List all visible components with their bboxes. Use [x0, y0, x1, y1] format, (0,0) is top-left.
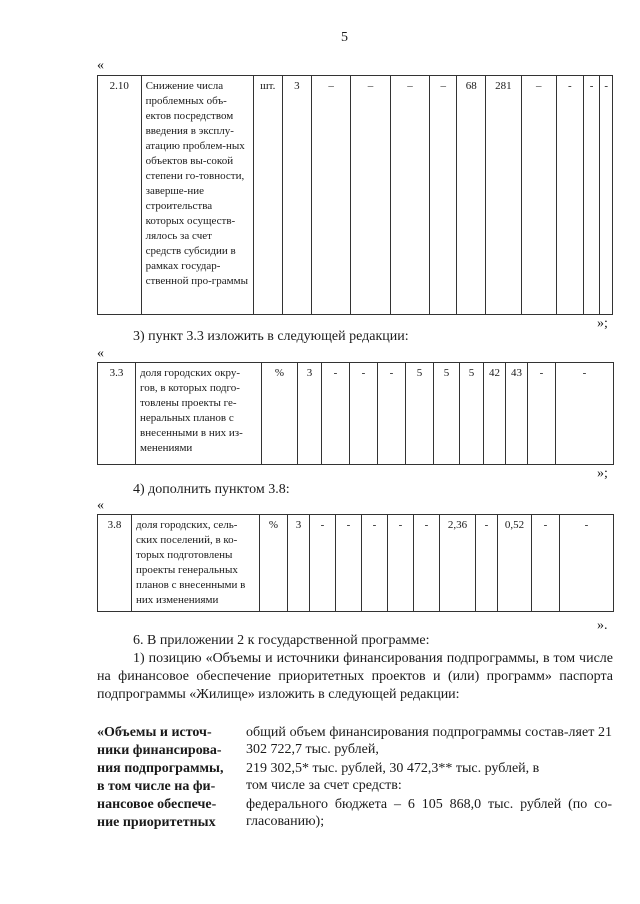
quote-open: « — [97, 498, 104, 513]
funding-label: «Объемы и источ-ники финансирова-ния подпрограммы, в том числе на фи-нансовое обеспече-ние приоритетных — [97, 725, 224, 830]
table-cell: 5 — [406, 363, 434, 465]
table-cell: - — [556, 76, 583, 315]
quote-open: « — [97, 58, 104, 73]
table-cell: 5 — [460, 363, 484, 465]
table-cell: доля городских, сель-ских поселений, в ко-торых подготовлены проекты генеральных планов с внесенными в них изменениями — [132, 515, 260, 612]
table-cell: 3.3 — [98, 363, 136, 465]
table-cell: - — [322, 363, 350, 465]
table-cell: - — [362, 515, 388, 612]
indicator-table-2-10 — [97, 75, 613, 315]
table-cell: – — [311, 76, 350, 315]
table-cell: - — [528, 363, 556, 465]
table-cell: - — [600, 76, 613, 315]
table-cell: – — [430, 76, 457, 315]
funding-text-2: 219 302,5* тыс. рублей, 30 472,3** тыс. рублей, в — [246, 761, 540, 776]
table-cell: - — [556, 363, 614, 465]
table-row — [98, 515, 614, 612]
section-6-item-1: 1) позицию «Объемы и источники финансирования подпрограммы, в том числе на финансовое обеспечение приоритетных проектов и (или) программ» паспорта подпрограммы «Жилище» изложить в следующей редакции: — [97, 651, 613, 702]
quote-open: « — [97, 346, 104, 361]
section-6-heading: 6. В приложении 2 к государственной программе: — [133, 633, 430, 648]
table-cell: - — [414, 515, 440, 612]
table-cell: 281 — [486, 76, 521, 315]
table-cell: 68 — [457, 76, 486, 315]
table-cell: 3 — [282, 76, 311, 315]
table-cell: 2,36 — [440, 515, 476, 612]
quote-close: »; — [597, 466, 608, 481]
table-cell: - — [476, 515, 498, 612]
table-cell: - — [378, 363, 406, 465]
table-cell: – — [521, 76, 556, 315]
table-cell: доля городских окру-гов, в которых подго-товлены проекты ге-неральных планов с внесенными в них из-менениями — [136, 363, 262, 465]
table-cell: - — [583, 76, 600, 315]
item-4-heading: 4) дополнить пунктом 3.8: — [133, 482, 290, 497]
table-cell: 42 — [484, 363, 506, 465]
table-cell: шт. — [253, 76, 282, 315]
table-cell: - — [336, 515, 362, 612]
table-cell: 5 — [434, 363, 460, 465]
page-number: 5 — [341, 30, 348, 45]
table-cell: 3 — [298, 363, 322, 465]
indicator-table-3-3 — [97, 362, 614, 465]
table-cell: - — [532, 515, 560, 612]
table-cell: 43 — [506, 363, 528, 465]
table-cell: - — [350, 363, 378, 465]
table-cell: 0,52 — [498, 515, 532, 612]
item-3-heading: 3) пункт 3.3 изложить в следующей редакции: — [133, 329, 409, 344]
quote-close: »; — [597, 316, 608, 331]
table-cell: % — [262, 363, 298, 465]
table-cell: 3 — [288, 515, 310, 612]
table-cell: 3.8 — [98, 515, 132, 612]
table-cell: - — [560, 515, 614, 612]
funding-text-4: федерального бюджета – 6 105 868,0 тыс. рублей (по со-гласованию); — [246, 797, 612, 829]
table-cell: % — [260, 515, 288, 612]
table-row — [98, 76, 613, 315]
table-cell: - — [388, 515, 414, 612]
table-row — [98, 363, 614, 465]
indicator-table-3-8 — [97, 514, 614, 612]
table-cell: – — [390, 76, 429, 315]
table-cell: 2.10 — [98, 76, 142, 315]
table-cell: Снижение числа проблемных объ-ектов посредством введения в эксплу-атацию проблем-ных объектов вы-сокой степени го-товности, заверше-ние строительства которых осуществ-лялось за счет средств субсидии в рамках государ-ственной про-граммы — [141, 76, 253, 315]
funding-text-3: том числе за счет средств: — [246, 778, 402, 793]
table-cell: – — [351, 76, 390, 315]
table-cell: - — [310, 515, 336, 612]
quote-close: ». — [597, 618, 608, 633]
funding-text-1: общий объем финансирования подпрограммы состав-ляет 21 302 722,7 тыс. рублей, — [246, 725, 612, 757]
